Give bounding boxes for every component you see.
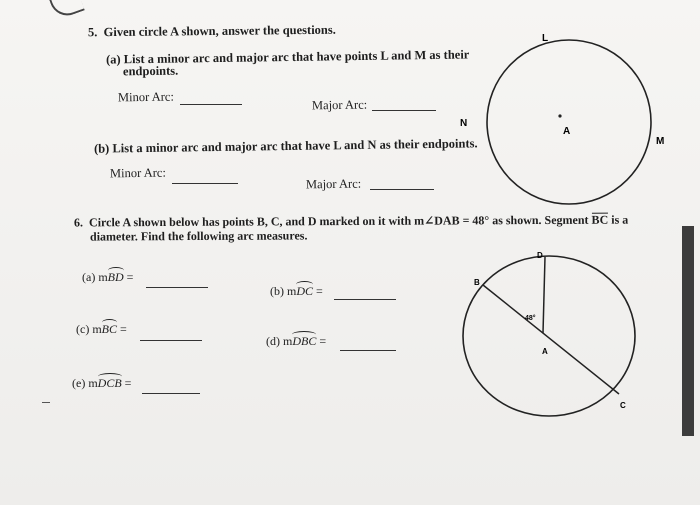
q5a-major-label: Major Arc:	[311, 97, 368, 113]
q6-label-D: D	[537, 251, 543, 260]
q5b-text	[94, 136, 478, 156]
q6b-label: (b) m	[270, 284, 297, 298]
q6-segment-BC: BC	[591, 212, 609, 227]
q6d-blank[interactable]	[340, 350, 396, 351]
q6e-blank[interactable]	[142, 393, 200, 394]
q5a-line1: List a minor arc and major arc that have points L and M as their	[123, 47, 470, 67]
page-corner-mark	[49, 0, 85, 20]
q6a-label: (a) m	[82, 270, 108, 284]
q6-diameter-BC	[483, 285, 619, 394]
q6b-arc: DC	[296, 284, 313, 298]
q6-angle-label: 48°	[525, 315, 536, 322]
q6-text-line2: diameter. Find the following arc measures.	[89, 228, 308, 244]
q6d-suffix: =	[316, 334, 327, 348]
q5-label-M: M	[656, 136, 665, 147]
q6c-blank[interactable]	[140, 340, 202, 341]
q5a-minor-label: Minor Arc:	[117, 89, 174, 105]
q6b-item	[270, 284, 323, 299]
q6-label-C: C	[620, 401, 626, 410]
q6e-suffix: =	[121, 376, 132, 390]
q6a-item	[82, 270, 133, 285]
q5-label-A: A	[563, 126, 571, 137]
q6-number: 6.	[73, 215, 84, 230]
q5-prompt-text: Given circle A shown, answer the questions.	[103, 22, 336, 40]
q6-circle-figure	[455, 248, 655, 418]
q5a-minor-blank[interactable]	[180, 104, 242, 105]
q6d-item	[266, 334, 326, 349]
q5a-major-blank[interactable]	[372, 110, 436, 111]
q5b-major-label: Major Arc:	[305, 176, 362, 192]
q5-center-dot	[558, 114, 561, 117]
q5b-minor-label: Minor Arc:	[109, 165, 166, 181]
q6b-suffix: =	[313, 284, 323, 298]
q6d-label: (d) m	[266, 334, 293, 348]
q6c-label: (c) m	[76, 322, 102, 336]
q6e-label: (e) m	[72, 376, 98, 390]
q5b-label: (b)	[93, 141, 110, 156]
q5a-text-line2: endpoints.	[122, 63, 179, 79]
q6-line1b: is a	[611, 212, 629, 227]
q6-text-line1	[74, 213, 628, 231]
q5-prompt	[88, 23, 336, 41]
q5-label-N: N	[460, 118, 468, 129]
q6a-blank[interactable]	[146, 287, 208, 288]
q6d-arc: DBC	[292, 334, 317, 348]
q6c-suffix: =	[117, 322, 127, 336]
q5-label-L: L	[542, 33, 549, 44]
q5b-major-blank[interactable]	[370, 189, 434, 190]
q6e-arc: DCB	[97, 376, 122, 390]
q6a-arc: BD	[107, 270, 124, 284]
q5-number: 5.	[87, 25, 98, 40]
q5-circle-figure	[460, 28, 690, 208]
q6-label-B: B	[474, 278, 480, 287]
q5b-line: List a minor arc and major arc that have L and N as their endpoints.	[112, 136, 478, 156]
q5b-minor-blank[interactable]	[172, 183, 238, 184]
q6-line1a: Circle A shown below has points B, C, and D marked on it with m∠DAB = 48° as shown. Segment	[88, 212, 589, 230]
q6-circle	[463, 256, 635, 416]
q6e-item	[72, 376, 131, 391]
q5-circle	[487, 40, 651, 204]
margin-mark	[42, 402, 50, 403]
q6c-item	[76, 322, 127, 337]
q6b-blank[interactable]	[334, 299, 396, 300]
q5a-label: (a)	[105, 52, 121, 67]
q6c-arc: BC	[101, 322, 117, 336]
q6-radius-AD	[543, 257, 545, 333]
binder-edge	[682, 226, 694, 436]
q6-label-A: A	[542, 347, 548, 356]
q6a-suffix: =	[123, 270, 134, 284]
